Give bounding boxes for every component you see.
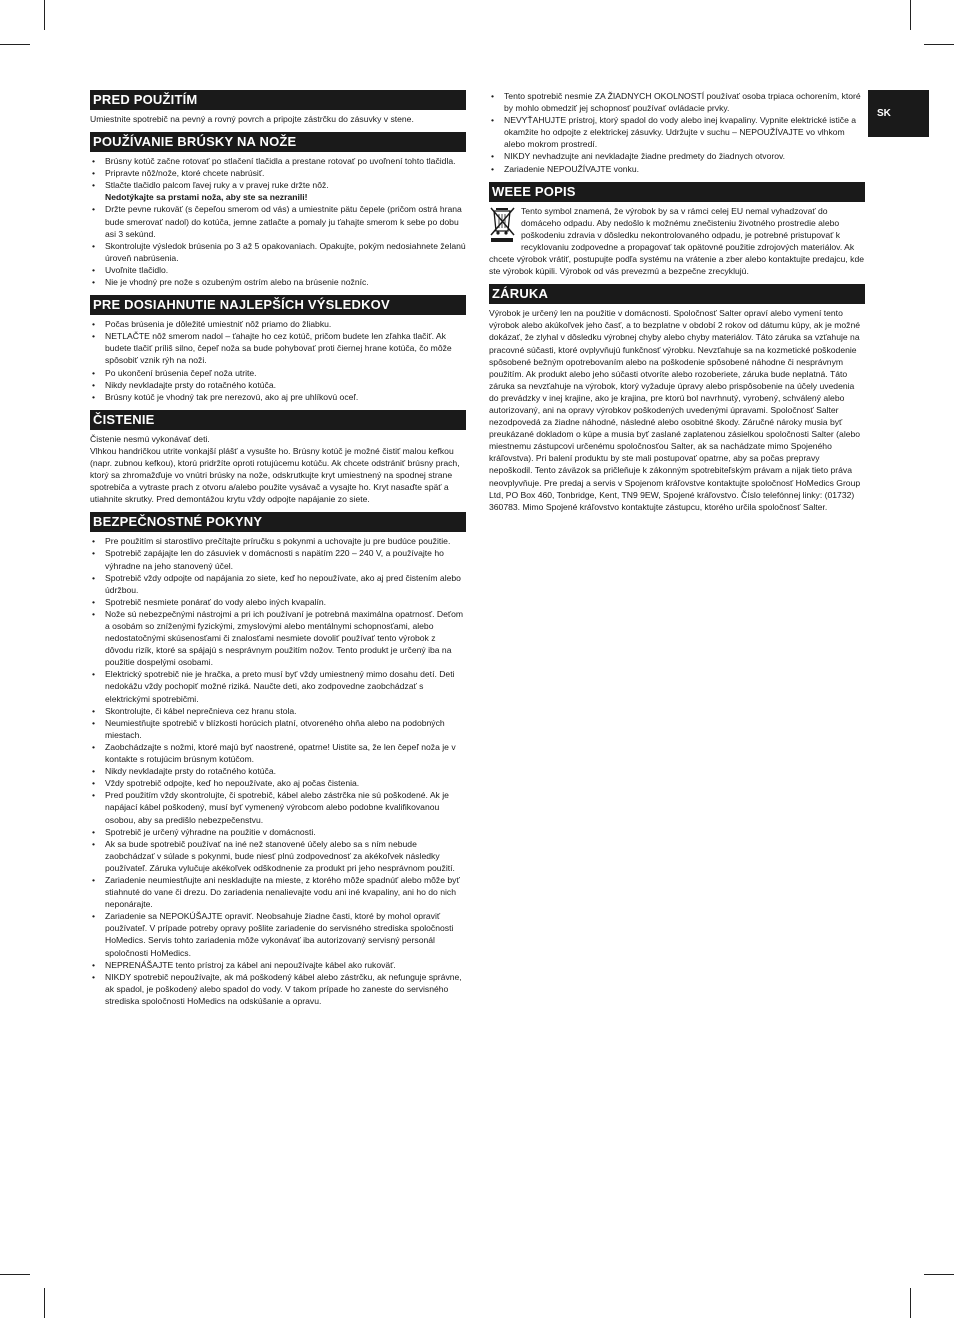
- list-item: • Zaobchádzajte s nožmi, ktoré majú byť naostrené, opatrne! Uistite sa, že len čepeľ noža je v kontakte s rotujúcim brúsnym kotúčom.: [90, 741, 466, 765]
- list-item: • Pre použitím si starostlivo prečítajte príručku s pokynmi a uchovajte ju pre budúce použitie.: [90, 535, 466, 547]
- list-item: • Po ukončení brúsenia čepeľ noža utrite.: [90, 367, 466, 379]
- list-item: [90, 179, 466, 203]
- crop-mark: [924, 44, 954, 45]
- section-paragraph: Čistenie nesmú vykonávať deti.: [90, 433, 210, 444]
- list-item: • Pripravte nôž/nože, ktoré chcete nabrúsiť.: [90, 167, 466, 179]
- list-item: • Zariadenie NEPOUŽÍVAJTE vonku.: [489, 163, 865, 175]
- section-bezpecnostne-pokracovanie: [489, 90, 865, 175]
- list-item: • Elektrický spotrebič nie je hračka, a preto musí byť vždy umiestnený mimo dosahu detí. Deti nedokážu vždy pochopiť možné riziká. Naučte deti, ako zodpovedne zaobchádzať s elektrickými spotrebičmi.: [90, 668, 466, 704]
- weee-text: Tento symbol znamená, že výrobok by sa v rámci celej EU nemal vyhadzovať do domáceho odpadu. Aby nedošlo k možnému znečisteniu životného prostredie alebo poškodeniu zdravia v dôsledku nekontrolovaného odpadu, je potrebné pristupovať k recyklovaniu zodpovedne a propagovať tak opätovné použitie zdrojových materiálov. Ak chcete výrobok vrátiť, postupujte podľa systému na vrátenie a zber alebo kontaktujte predajcu, kde ste výrobok kúpili. Výrobok od vás prevezmú a bezpečne zrecyklujú.: [489, 205, 864, 277]
- section-heading: ZÁRUKA: [489, 284, 865, 304]
- section-heading: ČISTENIE: [90, 410, 466, 430]
- section-najlepsie-vysledky: [90, 295, 466, 403]
- crop-mark: [910, 0, 911, 30]
- crop-mark: [910, 1288, 911, 1318]
- bullet-list: [90, 535, 466, 1007]
- language-tab-label: SK: [877, 108, 891, 119]
- bullet-list: [90, 318, 466, 403]
- crop-mark: [44, 1288, 45, 1318]
- list-item: • Vždy spotrebič odpojte, keď ho nepoužívate, ako aj počas čistenia.: [90, 777, 466, 789]
- list-item: • Zariadenie sa NEPOKÚŠAJTE opraviť. Neobsahuje žiadne časti, ktoré by mohol opraviť používateľ. V prípade potreby opravy pošlite zariadenie do servisného strediska spoločnosti HoMedics. Servis tohto zariadenia môže vykonávať iba autorizovaný servisný personál spoločnosti HoMedics.: [90, 910, 466, 958]
- section-paragraph: Umiestnite spotrebič na pevný a rovný povrch a pripojte zástrčku do zásuvky v stene.: [90, 114, 414, 124]
- list-item: • NIKDY spotrebič nepoužívajte, ak má poškodený kábel alebo zástrčku, ak nefunguje správne, ak spadol, je poškodený alebo spadol do vody. V takom prípade ho zaneste do servisného strediska spoločnosti HoMedics na odskúšanie a opravu.: [90, 971, 466, 1007]
- list-item: • Spotrebič vždy odpojte od napájania zo siete, keď ho nepoužívate, ako aj pred čistením alebo údržbou.: [90, 572, 466, 596]
- bullet-list: [90, 155, 466, 288]
- crossed-out-wheelie-bin-icon: [489, 205, 517, 243]
- right-column: [489, 90, 865, 520]
- crop-mark: [0, 1274, 30, 1275]
- section-pred-pouzitim: [90, 90, 466, 125]
- list-item: • Nie je vhodný pre nože s ozubeným ostrím alebo na brúsenie nožníc.: [90, 276, 466, 288]
- list-item: • Nikdy nevkladajte prsty do rotačného kotúča.: [90, 765, 466, 777]
- crop-mark: [0, 44, 30, 45]
- warning-text: Nedotýkajte sa prstami noža, aby ste sa nezranili!: [105, 192, 308, 203]
- list-item: • Držte pevne rukoväť (s čepeľou smerom od vás) a umiestnite pätu čepele (pričom ostrá hrana bude smerovať nadol) do kotúča, jemne zatlačte a pomaly ju ťahajte smerom k sebe po dobu asi 3 sekúnd.: [90, 203, 466, 239]
- list-item: • Počas brúsenia je dôležité umiestniť nôž priamo do žliabku.: [90, 318, 466, 330]
- section-heading: POUŽÍVANIE BRÚSKY NA NOŽE: [90, 132, 466, 152]
- list-item: • Spotrebič nesmiete ponárať do vody alebo iných kvapalín.: [90, 596, 466, 608]
- language-tab: [868, 90, 929, 137]
- crop-mark: [44, 0, 45, 30]
- section-weee: [489, 182, 865, 278]
- list-item: • Ak sa bude spotrebič používať na iné než stanovené účely alebo sa s ním nebude zaobchádzať v súlade s pokynmi, bude niesť plnú zodpovednosť za akékoľvek následky používateľ. Záruka vylučuje akékoľvek odškodnenie za produkt pri jeho nesprávnom použití.: [90, 838, 466, 874]
- section-heading: BEZPEČNOSTNÉ POKYNY: [90, 512, 466, 532]
- list-item: • NETLAČTE nôž smerom nadol – ťahajte ho cez kotúč, pričom budete len zľahka tlačiť. Ak budete tlačiť príliš silno, čepeľ noža sa bude pohybovať proti čiernej hrane kotúča, čo môže spôsobiť vznik rýh na noži.: [90, 330, 466, 366]
- list-item: • Skontrolujte výsledok brúsenia po 3 až 5 opakovaniach. Opakujte, pokým nedosiahnete želanú úroveň nabrúsenia.: [90, 240, 466, 264]
- left-column: [90, 90, 466, 1014]
- section-heading: PRED POUŽITÍM: [90, 90, 466, 110]
- list-item: • Skontrolujte, či kábel neprečnieva cez hranu stola.: [90, 705, 466, 717]
- section-paragraph: Výrobok je určený len na použitie v domácnosti. Spoločnosť Salter opraví alebo vymení tento výrobok alebo akúkoľvek jeho časť, a to bezplatne v období 2 rokov od dátumu kúpy, ak je možné dokázať, že zlyhal v dôsledku výrobnej chyby alebo chyby materiálov. Táto záruka sa vzťahuje na pracovné súčasti, ktoré ovplyvňujú funkčnosť výrobku. Nevzťahuje sa na kozmetické poškodenie spôsobené bežným opotrebovaním alebo na poškodenie spôsobené náhodne či nesprávnym použitím. Ak produkt alebo jeho súčasti otvoríte alebo rozoberiete, záruka bude neplatná. Táto záruka sa nevzťahuje na výrobok, ktorý vyžaduje úpravy alebo prispôsobenie na účely uvedenia do prevádzky v inej krajine, ako je krajina, pre ktorú bol navrhnutý, vyrobený, schválený alebo autorizovaný, ani na opravy výrobkov poškodených uvedenými úpravami. Spoločnosť Salter nezodpovedá za žiadne náhodné, následné alebo osobitné škody. Záručné nároky musia byť preukázané dokladom o kúpe a musia byť zaslané zaplatenou zásielkou spoločnosti Salter (alebo miestnemu zástupcovi určenému spoločnosťou Salter, ak sa nachádzate mimo Spojeného kráľovstva). Pri balení produktu by ste mali postupovať opatrne, aby sa počas prepravy nepoškodil. Tento záväzok sa pričleňuje k zákonným spotrebiteľským právam a nijak tieto práva neovplyvňuje. Pre predaj a servis v Spojenom kráľovstve kontaktujte spoločnosť HoMedics Group Ltd, PO Box 460, Tonbridge, Kent, TN9 9EW, Spojené kráľovstvo. Číslo telefónnej linky: (01732) 360783. Mimo Spojené kráľovstvo kontaktujte zástupcu, ktorého určila spoločnosť Salter.: [489, 308, 861, 512]
- section-pouzivanie: [90, 132, 466, 288]
- list-item: • Spotrebič je určený výhradne na použitie v domácnosti.: [90, 826, 466, 838]
- crop-mark: [924, 1274, 954, 1275]
- section-zaruka: [489, 284, 865, 513]
- bullet-list: [489, 90, 865, 175]
- list-item-text: Stlačte tlačidlo palcom ľavej ruky a v pravej ruke držte nôž.: [105, 180, 329, 191]
- section-heading: PRE DOSIAHNUTIE NAJLEPŠÍCH VÝSLEDKOV: [90, 295, 466, 315]
- list-item: • Pred použitím vždy skontrolujte, či spotrebič, kábel alebo zástrčka nie sú poškodené. Ak je napájací kábel poškodený, musí byť vymenený výrobcom alebo podobne kvalifikovanou osobou, aby sa predišlo nebezpečenstvu.: [90, 789, 466, 825]
- list-item: • Tento spotrebič nesmie ZA ŽIADNYCH OKOLNOSTÍ používať osoba trpiaca ochorením, ktoré by mohlo obmedziť jej schopnosť používať ovládacie prvky.: [489, 90, 865, 114]
- section-cistenie: [90, 410, 466, 506]
- list-item: • Zariadenie neumiestňujte ani neskladujte na mieste, z ktorého môže spadnúť alebo môže byť stiahnuté do vane či drezu. Do zariadenia nenalievajte vodu ani iné kvapaliny, ani ho do nich neponárajte.: [90, 874, 466, 910]
- list-item: • Uvoľnite tlačidlo.: [90, 264, 466, 276]
- list-item: • Neumiestňujte spotrebič v blízkosti horúcich platní, otvoreného ohňa alebo na podobných miestach.: [90, 717, 466, 741]
- list-item: • NEPRENÁŠAJTE tento prístroj za kábel ani nepoužívajte kábel ako rukoväť.: [90, 959, 466, 971]
- weee-block: [489, 205, 865, 278]
- section-bezpecnostne-pokyny: [90, 512, 466, 1007]
- list-item: • Nože sú nebezpečnými nástrojmi a pri ich používaní je potrebná maximálna opatrnosť. Deťom a osobám so zníženými fyzickými, zmyslovými alebo mentálnymi schopnosťami, alebo nedostatočnými skúsenosťami či znalosťami nesmiete dovoliť používať tento výrobok z dôvodu rizík, ktoré sa spájajú s nesprávnym použitím nožov. Tento produkt je určený iba na použitie dospelými osobami.: [90, 608, 466, 668]
- section-paragraph: Vlhkou handričkou utrite vonkajší plášť a vysušte ho. Brúsny kotúč je možné čistiť malou kefkou (napr. zubnou kefkou), ktorú pridržíte oproti rotujúcemu kotúču. Ak chcete odstrániť brúsny prach, ktorý sa zhromažďuje vo vnútri brúsky na nože, odskrutkujte kryt umiestnený na spodnej strane spotrebiča a vytraste prach z otvoru a/alebo použite vysávač a vysajte ho. Kryt nasaďte späť a utiahnite skrutky. Pred demontážou krytu vždy odpojte napájanie zo siete.: [90, 445, 460, 505]
- list-item: • NEVYŤAHUJTE prístroj, ktorý spadol do vody alebo inej kvapaliny. Vypnite elektrické ističe a okamžite ho odpojte z elektrickej zásuvky. Udržujte v suchu – NEPOUŽÍVAJTE vo vlhkom alebo mokrom prostredí.: [489, 114, 865, 150]
- list-item: • Brúsny kotúč je vhodný tak pre nerezovú, ako aj pre uhlíkovú oceľ.: [90, 391, 466, 403]
- list-item: • Spotrebič zapájajte len do zásuviek v domácnosti s napätím 220 – 240 V, a používajte ho výhradne na jeho stanovený účel.: [90, 547, 466, 571]
- list-item: • Brúsny kotúč začne rotovať po stlačení tlačidla a prestane rotovať po uvoľnení tohto tlačidla.: [90, 155, 466, 167]
- list-item: • NIKDY nevhadzujte ani nevkladajte žiadne predmety do žiadnych otvorov.: [489, 150, 865, 162]
- list-item: • Nikdy nevkladajte prsty do rotačného kotúča.: [90, 379, 466, 391]
- section-heading: WEEE POPIS: [489, 182, 865, 202]
